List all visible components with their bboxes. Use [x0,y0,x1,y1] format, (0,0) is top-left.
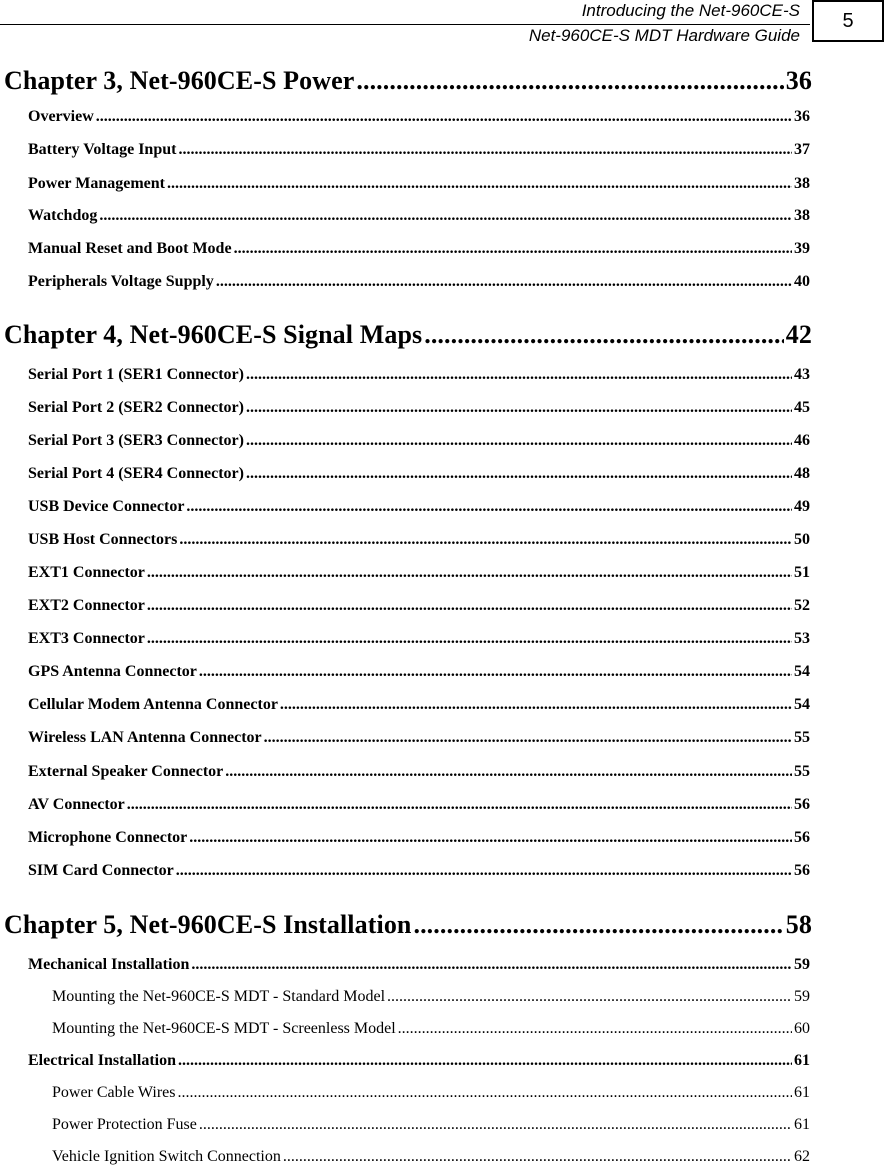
toc-dot-leader [356,66,783,96]
toc-page-number: 61 [794,1052,810,1069]
toc-section-entry[interactable] [28,531,810,549]
toc-entry-title: EXT3 Connector [28,630,145,647]
toc-page-number: 55 [794,729,810,746]
toc-section-entry[interactable] [28,729,810,747]
toc-page-number: 59 [794,956,810,973]
toc-page-number: 37 [794,141,810,158]
toc-dot-leader [186,498,792,516]
toc-entry-title: Mechanical Installation [28,956,190,973]
toc-dot-leader [280,696,792,714]
toc-section-entry[interactable] [28,630,810,648]
toc-section-entry[interactable] [28,663,810,681]
toc-dot-leader [176,862,792,880]
toc-dot-leader [246,399,792,417]
toc-page-number: 58 [785,910,812,939]
toc-dot-leader [264,729,792,747]
toc-page-number: 51 [794,564,810,581]
toc-section-entry[interactable] [28,564,810,582]
toc-page-number: 56 [794,829,810,846]
toc-dot-leader [177,1084,792,1102]
toc-entry-title: Cellular Modem Antenna Connector [28,696,278,713]
toc-chapter-entry[interactable] [4,910,812,940]
toc-section-entry[interactable] [28,796,810,814]
toc-dot-leader [147,564,792,582]
toc-dot-leader [246,465,792,483]
toc-subsection-entry[interactable] [52,1084,810,1102]
toc-section-entry[interactable] [28,498,810,516]
toc-entry-title: Microphone Connector [28,829,188,846]
toc-dot-leader [127,796,792,814]
toc-entry-title: Manual Reset and Boot Mode [28,240,232,257]
toc-page-number: 36 [785,66,812,95]
toc-page-number: 54 [794,663,810,680]
toc-section-entry[interactable] [28,108,810,126]
toc-dot-leader [178,1052,792,1070]
toc-page-number: 42 [785,320,812,349]
toc-dot-leader [234,240,792,258]
toc-section-entry[interactable] [28,399,810,417]
toc-entry-title: Chapter 4, Net-960CE-S Signal Maps [4,320,423,349]
toc-page-number: 36 [794,108,810,125]
toc-entry-title: Overview [28,108,94,125]
toc-entry-title: Serial Port 2 (SER2 Connector) [28,399,244,416]
toc-section-entry[interactable] [28,465,810,483]
toc-entry-title: Electrical Installation [28,1052,176,1069]
toc-section-entry[interactable] [28,175,810,193]
toc-dot-leader [199,1116,792,1134]
toc-entry-title: Wireless LAN Antenna Connector [28,729,262,746]
toc-dot-leader [387,988,792,1006]
page-number: 5 [812,0,884,42]
toc-section-entry[interactable] [28,273,810,291]
toc-page-number: 52 [794,597,810,614]
toc-section-entry[interactable] [28,1052,810,1070]
toc-section-entry[interactable] [28,763,810,781]
toc-entry-title: Vehicle Ignition Switch Connection [52,1148,281,1165]
toc-page-number: 53 [794,630,810,647]
toc-entry-title: GPS Antenna Connector [28,663,197,680]
toc-entry-title: USB Host Connectors [28,531,178,548]
page-header [0,0,886,50]
toc-dot-leader [147,630,792,648]
toc-subsection-entry[interactable] [52,1020,810,1038]
toc-entry-title: Serial Port 1 (SER1 Connector) [28,366,244,383]
toc-entry-title: Power Cable Wires [52,1084,176,1101]
toc-entry-title: Power Management [28,175,165,192]
toc-entry-title: USB Device Connector [28,498,185,515]
toc-page-number: 38 [794,175,810,192]
toc-dot-leader [96,108,792,126]
toc-entry-title: Chapter 3, Net-960CE-S Power [4,66,355,95]
toc-entry-title: Serial Port 3 (SER3 Connector) [28,432,244,449]
toc-dot-leader [167,175,792,193]
toc-section-entry[interactable] [28,696,810,714]
toc-chapter-entry[interactable] [4,66,812,96]
toc-dot-leader [225,763,792,781]
toc-entry-title: AV Connector [28,796,125,813]
toc-section-entry[interactable] [28,240,810,258]
toc-subsection-entry[interactable] [52,1116,810,1134]
toc-page-number: 54 [794,696,810,713]
toc-dot-leader [99,207,792,225]
toc-page-number: 46 [794,432,810,449]
toc-section-entry[interactable] [28,141,810,159]
toc-page-number: 50 [794,531,810,548]
toc-chapter-entry[interactable] [4,320,812,350]
toc-entry-title: Watchdog [28,207,98,224]
toc-entry-title: Mounting the Net-960CE-S MDT - Screenless Model [52,1020,396,1037]
toc-dot-leader [178,141,792,159]
toc-dot-leader [246,366,792,384]
toc-page-number: 60 [794,1020,810,1037]
toc-page-number: 59 [794,988,810,1005]
toc-dot-leader [424,320,784,350]
toc-entry-title: Mounting the Net-960CE-S MDT - Standard Model [52,988,386,1005]
toc-dot-leader [216,273,792,291]
toc-entry-title: EXT1 Connector [28,564,145,581]
header-subtitle: Net-960CE-S MDT Hardware Guide [528,26,800,45]
toc-entry-title: Power Protection Fuse [52,1116,197,1133]
toc-section-entry[interactable] [28,862,810,880]
toc-subsection-entry[interactable] [52,988,810,1006]
toc-page-number: 61 [794,1116,810,1133]
toc-page-number: 38 [794,207,810,224]
toc-entry-title: EXT2 Connector [28,597,145,614]
toc-section-entry[interactable] [28,956,810,974]
toc-page-number: 62 [794,1148,810,1165]
toc-entry-title: Chapter 5, Net-960CE-S Installation [4,910,412,939]
toc-page-number: 43 [794,366,810,383]
toc-page-number: 56 [794,796,810,813]
toc-dot-leader [283,1148,792,1166]
toc-entry-title: External Speaker Connector [28,763,224,780]
toc-page-number: 56 [794,862,810,879]
toc-page-number: 45 [794,399,810,416]
header-divider [0,24,810,25]
toc-dot-leader [191,956,792,974]
toc-dot-leader [199,663,792,681]
toc-dot-leader [179,531,792,549]
toc-dot-leader [246,432,792,450]
toc-dot-leader [189,829,792,847]
toc-section-entry[interactable] [28,829,810,847]
toc-entry-title: Battery Voltage Input [28,141,177,158]
header-title: Introducing the Net-960CE-S [581,1,800,20]
toc-entry-title: Serial Port 4 (SER4 Connector) [28,465,244,482]
toc-section-entry[interactable] [28,597,810,615]
toc-entry-title: Peripherals Voltage Supply [28,273,214,290]
toc-dot-leader [398,1020,792,1038]
toc-page-number: 61 [794,1084,810,1101]
toc-page-number: 49 [794,498,810,515]
toc-page-number: 55 [794,763,810,780]
toc-section-entry[interactable] [28,207,810,225]
toc-entry-title: SIM Card Connector [28,862,174,879]
toc-subsection-entry[interactable] [52,1148,810,1166]
toc-dot-leader [147,597,792,615]
toc-page-number: 48 [794,465,810,482]
toc-section-entry[interactable] [28,432,810,450]
toc-page-number: 39 [794,240,810,257]
toc-page-number: 40 [794,273,810,290]
toc-section-entry[interactable] [28,366,810,384]
toc-dot-leader [413,910,783,940]
